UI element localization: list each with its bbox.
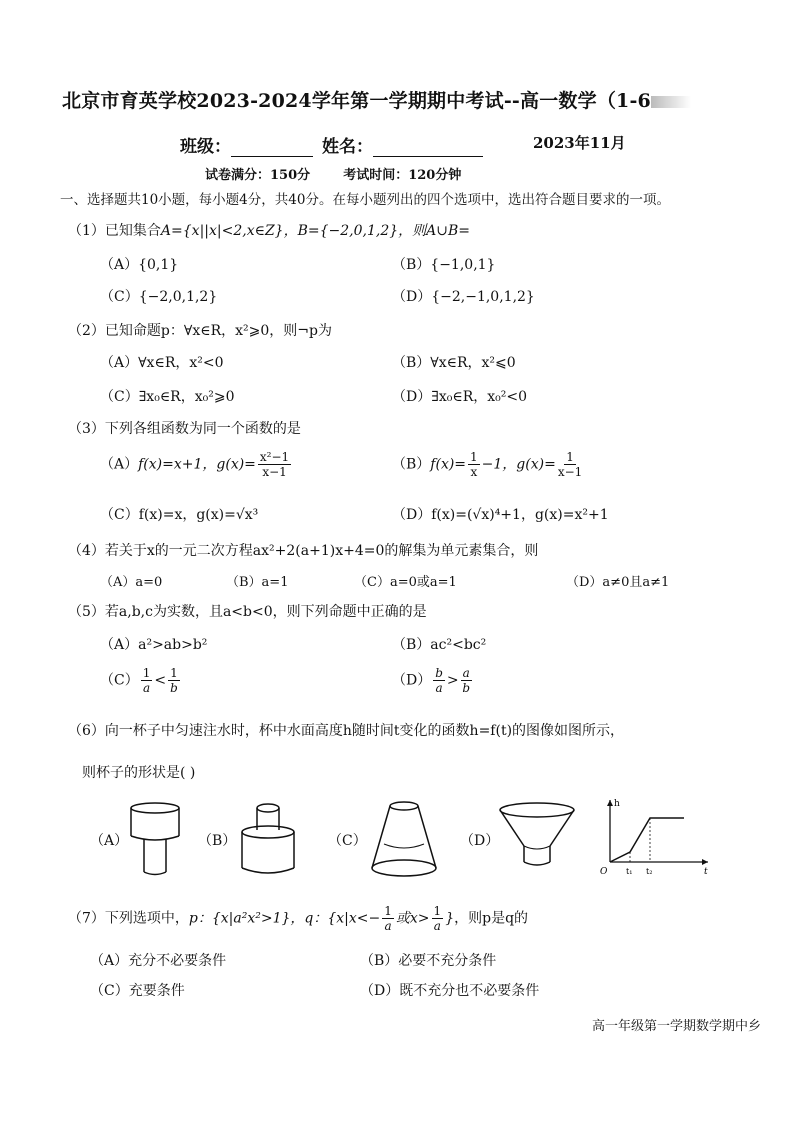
q1-option-a[interactable]: （A）{0,1} [100,257,179,273]
q5-c-label: （C） [100,672,139,689]
q5-option-d[interactable] [392,666,474,695]
q2-option-c[interactable]: （C）∃x₀∈R，x₀²⩾0 [100,389,235,405]
q7-stem [68,904,528,933]
q1-option-d[interactable]: （D）{−2,−1,0,1,2} [392,289,535,305]
name-blank[interactable] [373,156,483,157]
cup-d-top-rim [500,803,574,817]
q3-option-d[interactable]: （D）f(x)=(√x)⁴+1，g(x)=x²+1 [392,507,609,523]
q6-option-a-label[interactable]: （A） [90,833,129,849]
q1-stem [68,220,470,240]
q7-option-b[interactable]: （B）必要不充分条件 [360,953,497,969]
q3-stem: （3）下列各组函数为同一个函数的是 [68,421,301,437]
q7-option-a[interactable]: （A）充分不必要条件 [90,953,227,969]
q3-b-label: （B） [392,456,431,473]
cup-b-top-rim [257,804,279,812]
q6-option-b-label[interactable]: （B） [198,833,237,849]
q2-option-d[interactable]: （D）∃x₀∈R，x₀²<0 [392,389,527,405]
exam-time: 考试时间：120分钟 [343,168,462,183]
q7-tail: ，则p是q的 [454,910,529,927]
q5-d-n2: a [462,666,470,680]
q3-b-den2: x−1 [557,465,583,479]
q4-option-b[interactable]: （B）a=1 [226,575,289,590]
q5-c-frac1 [141,666,153,695]
title-fade [651,96,691,108]
q5-c-op: < [154,672,167,689]
q2-option-b[interactable]: （B）∀x∈R，x²⩽0 [392,355,516,371]
q7-d1: a [384,919,392,933]
q5-c-frac2 [168,666,180,695]
q3-b-num2: 1 [566,450,574,464]
exam-title [62,86,691,113]
q5-d-frac2 [461,666,472,695]
graph-t1-label: t₁ [626,867,633,876]
q5-d-op: > [446,672,459,689]
q3-a-num: x²−1 [259,450,290,464]
q6-cup-b[interactable] [236,800,300,880]
q3-option-b[interactable] [392,450,584,479]
q7-frac1 [382,904,394,933]
q3-b-expr1: f(x)= [430,456,467,473]
q6-option-d-label[interactable]: （D） [460,833,500,849]
cup-c-top-rim [390,802,418,810]
exam-info [205,164,461,183]
name-label: 姓名： [322,137,373,157]
q5-d-label: （D） [392,672,432,689]
q3-b-expr2: −1，g(x)= [481,456,556,473]
q5-d-d2: b [462,681,471,695]
q5-option-b[interactable]: （B）ac²<bc² [392,637,487,653]
q4-option-a[interactable]: （A）a=0 [100,575,163,590]
name-field [322,132,483,157]
q6-cup-d[interactable] [494,800,580,872]
q5-d-d1: a [435,681,443,695]
exam-title-text: 北京市育英学校2023-2024学年第一学期期中考试--高一数学（1-6 [62,90,651,112]
full-score: 试卷满分：150分 [205,168,311,183]
graph-h-label: h [614,799,620,809]
q5-c-n1: 1 [142,666,151,680]
q1-option-c[interactable]: （C）{−2,0,1,2} [100,289,218,305]
q3-b-den1: x [470,465,478,479]
q1-prefix: （1）已知集合 [68,223,161,239]
q7-n2: 1 [433,904,442,918]
q1-option-b[interactable]: （B）{−1,0,1} [392,257,496,273]
q5-stem: （5）若a,b,c为实数，且a<b<0，则下列命题中正确的是 [68,604,427,620]
q3-option-c[interactable]: （C）f(x)=x，g(x)=√x³ [100,507,259,523]
q3-a-label: （A） [100,456,139,473]
graph-origin-label: O [600,867,608,877]
q7-option-d[interactable]: （D）既不充分也不必要条件 [360,983,540,999]
q7-q-set-a: q：{x|x<− [304,910,381,927]
q7-d2: a [433,919,441,933]
q4-option-c[interactable]: （C）a=0或a=1 [354,575,457,590]
graph-curve [610,818,684,862]
q7-prefix: （7）下列选项中， [68,910,189,927]
q6-cup-c[interactable] [366,798,442,880]
q3-b-num1: 1 [470,450,478,464]
q2-option-a[interactable]: （A）∀x∈R，x²<0 [100,355,224,371]
section-heading: 一、选择题共10小题，每小题4分，共40分。在每小题列出的四个选项中，选出符合题目要求的一项。 [60,192,670,208]
q7-frac2 [432,904,444,933]
q5-c-d1: a [142,681,151,695]
q7-q-set-c: } [445,910,455,927]
q3-a-fraction [258,450,291,479]
q5-option-c[interactable] [100,666,182,695]
q3-a-den: x−1 [262,465,287,479]
class-label: 班级： [180,137,231,157]
q7-q-set-b: 或x> [395,910,430,927]
graph-t-label: t [704,867,708,877]
exam-date: 2023年11月 [533,134,626,152]
class-blank[interactable] [231,156,313,157]
q2-stem: （2）已知命题p：∀x∈R，x²⩾0，则¬p为 [68,323,332,339]
q6-cup-a[interactable] [124,800,186,880]
q5-d-frac1 [433,666,445,695]
q3-a-expr: f(x)=x+1，g(x)= [138,456,256,473]
q6-stem: （6）向一杯子中匀速注水时，杯中水面高度h随时间t变化的函数h=f(t)的图像如图所示， [68,723,625,739]
q7-option-c[interactable]: （C）充要条件 [90,983,185,999]
page-footer: 高一年级第一学期数学期中乡 [592,1019,762,1034]
q6-stem-2: 则杯子的形状是( ) [82,765,196,781]
q3-b-fraction1 [468,450,480,479]
q5-option-a[interactable]: （A）a²>ab>b² [100,637,208,653]
q3-option-a[interactable] [100,450,293,479]
q7-p-set: p：{x|a²x²>1}， [188,910,305,927]
q6-option-c-label[interactable]: （C） [328,833,367,849]
q5-c-n2: 1 [170,666,178,680]
q4-option-d[interactable]: （D）a≠0且a≠1 [566,575,670,590]
q5-d-n1: b [435,666,443,680]
q5-c-d2: b [170,681,178,695]
graph-t2-label: t₂ [646,867,653,876]
q1-sets: A={x||x|<2,x∈Z}，B={−2,0,1,2}，则A∪B= [160,223,470,239]
cup-a-top-rim [131,803,179,813]
q7-n1: 1 [384,904,392,918]
class-field [180,132,313,157]
q6-graph [596,796,714,878]
q4-stem: （4）若关于x的一元二次方程ax²+2(a+1)x+4=0的解集为单元素集合，则 [68,543,539,559]
q3-b-fraction2 [558,450,582,479]
